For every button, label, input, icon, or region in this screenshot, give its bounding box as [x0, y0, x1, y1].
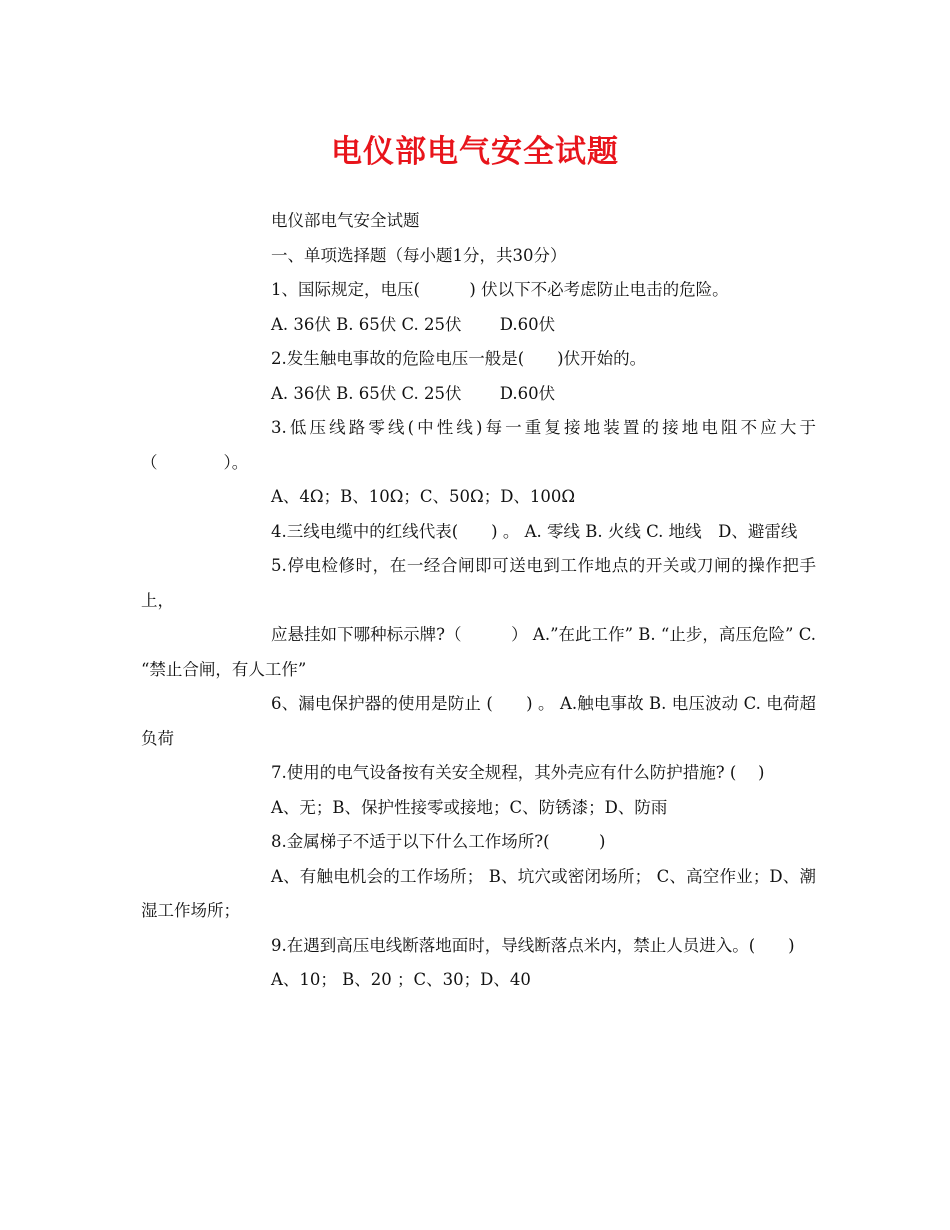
question-2: 2.发生触电事故的危险电压一般是( )伏开始的。: [271, 349, 647, 368]
section-heading: 一、单项选择题（每小题1分，共30分）: [271, 245, 567, 265]
document-title: 电仪部电气安全试题: [331, 134, 619, 170]
question-1: 1、国际规定，电压( ) 伏以下不必考虑防止电击的危险。: [271, 280, 729, 299]
question-5-options: 应悬挂如下哪种标示牌?（ ） A.”在此工作” B. “止步，高压危险” C. “禁止合闸，有人工作”: [141, 625, 816, 679]
doc-heading: 电仪部电气安全试题: [271, 211, 420, 230]
question-6: 6、漏电保护器的使用是防止 ( ) 。 A.触电事故 B. 电压波动 C. 电荷超负荷: [141, 694, 816, 748]
question-2-options: A. 36伏 B. 65伏 C. 25伏 D.60伏: [271, 383, 556, 403]
question-9: 9.在遇到高压电线断落地面时，导线断落点米内，禁止人员进入。( ): [271, 935, 795, 955]
question-3: 3.低压线路零线(中性线)每一重复接地装置的接地电阻不应大于（ ）。: [141, 418, 816, 472]
question-9-options: A、10； B、20 ；C、30；D、40: [271, 970, 531, 989]
question-8-options: A、有触电机会的工作场所； B、坑穴或密闭场所； C、高空作业；D、潮湿工作场所；: [141, 866, 816, 920]
document-body: [141, 204, 816, 998]
question-3-options: A、4Ω；B、10Ω；C、50Ω；D、100Ω: [271, 487, 576, 506]
question-1-options: A. 36伏 B. 65伏 C. 25伏 D.60伏: [271, 314, 556, 334]
question-7: 7.使用的电气设备按有关安全规程，其外壳应有什么防护措施? ( ): [271, 763, 765, 782]
question-4: 4.三线电缆中的红线代表( ) 。 A. 零线 B. 火线 C. 地线 D、避雷线: [271, 521, 798, 541]
question-8: 8.金属梯子不适于以下什么工作场所?( ): [271, 832, 606, 851]
question-5: 5.停电检修时，在一经合闸即可送电到工作地点的开关或刀闸的操作把手上，: [141, 556, 816, 610]
question-7-options: A、无；B、保护性接零或接地；C、防锈漆；D、防雨: [271, 797, 668, 817]
